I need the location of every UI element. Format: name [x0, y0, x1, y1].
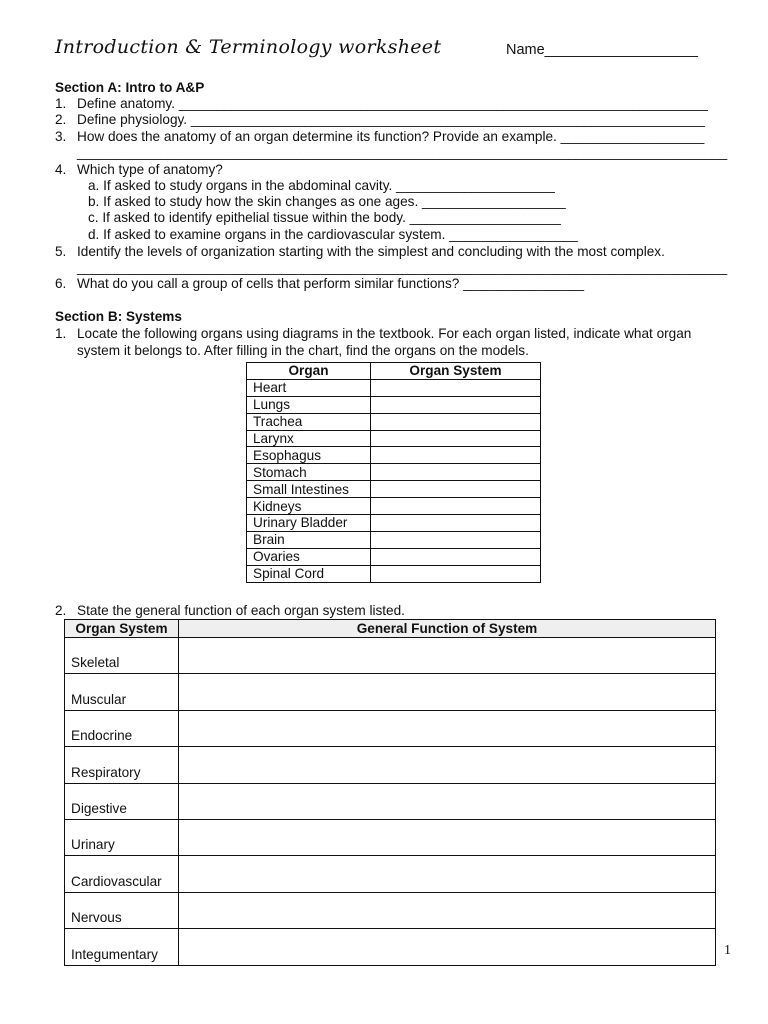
table-row	[247, 447, 541, 464]
table-row	[65, 819, 716, 855]
organ-system-answer-cell[interactable]	[371, 498, 541, 515]
organ-system-answer-cell[interactable]	[371, 515, 541, 532]
question-a4-text: Which type of anatomy?	[77, 162, 223, 177]
function-answer-cell[interactable]	[179, 819, 716, 855]
organ-name: Lungs	[247, 396, 371, 413]
organ-name: Trachea	[247, 413, 371, 430]
organ-system-name: Muscular	[65, 674, 179, 710]
section-b-heading: Section B: Systems	[55, 309, 182, 324]
organ-system-answer-cell[interactable]	[371, 481, 541, 498]
table-row	[247, 515, 541, 532]
question-a4-part-c: c. If asked to identify epithelial tissue within the body. ____________________	[88, 210, 561, 225]
organ-system-answer-cell[interactable]	[371, 396, 541, 413]
function-answer-cell[interactable]	[179, 674, 716, 710]
question-a3-answer-line: ______________________________________________________________________________________	[77, 145, 728, 160]
table-header-row	[65, 620, 716, 638]
organ-name: Larynx	[247, 430, 371, 447]
organ-system-answer-cell[interactable]	[371, 531, 541, 548]
question-a5-answer-line: ______________________________________________________________________________________	[77, 260, 728, 275]
function-answer-cell[interactable]	[179, 638, 716, 674]
organ-name: Stomach	[247, 464, 371, 481]
table-header-row	[247, 363, 541, 380]
organ-system-name: Nervous	[65, 892, 179, 928]
organ-name: Ovaries	[247, 548, 371, 565]
question-a4-part-d: d. If asked to examine organs in the cardiovascular system. _________________	[88, 227, 578, 242]
table-row	[247, 498, 541, 515]
table-row	[247, 379, 541, 396]
question-a4-part-a: a. If asked to study organs in the abdominal cavity. _____________________	[88, 178, 555, 193]
table-row	[247, 396, 541, 413]
question-b2-text: State the general function of each organ system listed.	[77, 603, 405, 618]
table-row	[65, 892, 716, 928]
question-a4-part-b: b. If asked to study how the skin changes as one ages. ___________________	[88, 194, 566, 209]
organ-system-name: Urinary	[65, 819, 179, 855]
question-b2-number: 2.	[55, 603, 67, 618]
system-function-table	[64, 619, 716, 966]
page-number: 1	[724, 943, 731, 958]
question-a2-text: Define physiology. ____________________________________________________________________	[77, 112, 705, 127]
table-row	[247, 464, 541, 481]
worksheet-title: Introduction & Terminology worksheet	[55, 36, 442, 58]
organ-system-table	[246, 362, 541, 583]
table-row	[65, 783, 716, 819]
function-answer-cell[interactable]	[179, 747, 716, 783]
organ-system-answer-cell[interactable]	[371, 447, 541, 464]
table-row	[65, 747, 716, 783]
organ-name: Brain	[247, 531, 371, 548]
table-row	[247, 548, 541, 565]
question-a1-number: 1.	[55, 96, 67, 111]
table-row	[247, 565, 541, 582]
question-b1-text: Locate the following organs using diagrams in the textbook. For each organ listed, indicate what organ	[77, 326, 692, 341]
organ-name: Urinary Bladder	[247, 515, 371, 532]
organ-name: Spinal Cord	[247, 565, 371, 582]
question-a5-number: 5.	[55, 244, 67, 259]
table-row	[65, 710, 716, 746]
question-a5-text: Identify the levels of organization starting with the simplest and concluding with the most complex.	[77, 244, 665, 259]
function-answer-cell[interactable]	[179, 710, 716, 746]
organ-system-name: Digestive	[65, 783, 179, 819]
question-b1-text-line2: system it belongs to. After filling in the chart, find the organs on the models.	[77, 343, 529, 358]
table-row	[65, 674, 716, 710]
organ-system-name: Respiratory	[65, 747, 179, 783]
question-a4-number: 4.	[55, 162, 67, 177]
section-a-heading: Section A: Intro to A&P	[55, 80, 205, 95]
table-row	[65, 638, 716, 674]
organ-name: Esophagus	[247, 447, 371, 464]
table-row	[247, 481, 541, 498]
column-header-organ: Organ	[247, 363, 371, 380]
function-answer-cell[interactable]	[179, 929, 716, 965]
organ-system-answer-cell[interactable]	[371, 548, 541, 565]
organ-name: Heart	[247, 379, 371, 396]
function-answer-cell[interactable]	[179, 856, 716, 892]
function-answer-cell[interactable]	[179, 892, 716, 928]
organ-system-name: Integumentary	[65, 929, 179, 965]
organ-system-answer-cell[interactable]	[371, 379, 541, 396]
organ-system-answer-cell[interactable]	[371, 413, 541, 430]
organ-system-name: Endocrine	[65, 710, 179, 746]
organ-system-answer-cell[interactable]	[371, 565, 541, 582]
organ-system-answer-cell[interactable]	[371, 464, 541, 481]
table-row	[247, 531, 541, 548]
question-a1-text: Define anatomy. ______________________________________________________________________	[77, 96, 708, 111]
table-row	[65, 929, 716, 965]
column-header-organ-system: Organ System	[371, 363, 541, 380]
question-a3-text: How does the anatomy of an organ determine its function? Provide an example. ___________________	[77, 129, 705, 144]
organ-system-name: Cardiovascular	[65, 856, 179, 892]
table-row	[247, 430, 541, 447]
question-a6-number: 6.	[55, 276, 67, 291]
organ-system-answer-cell[interactable]	[371, 430, 541, 447]
question-a2-number: 2.	[55, 112, 67, 127]
question-a3-number: 3.	[55, 129, 67, 144]
table-row	[247, 413, 541, 430]
organ-name: Small Intestines	[247, 481, 371, 498]
function-answer-cell[interactable]	[179, 783, 716, 819]
organ-name: Kidneys	[247, 498, 371, 515]
table-row	[65, 856, 716, 892]
question-a6-text: What do you call a group of cells that perform similar functions? ________________	[77, 276, 585, 291]
name-field-label: Name___________________	[506, 42, 698, 58]
column-header-organ-system: Organ System	[65, 620, 179, 638]
question-b1-number: 1.	[55, 326, 67, 341]
organ-system-name: Skeletal	[65, 638, 179, 674]
column-header-general-function: General Function of System	[179, 620, 716, 638]
